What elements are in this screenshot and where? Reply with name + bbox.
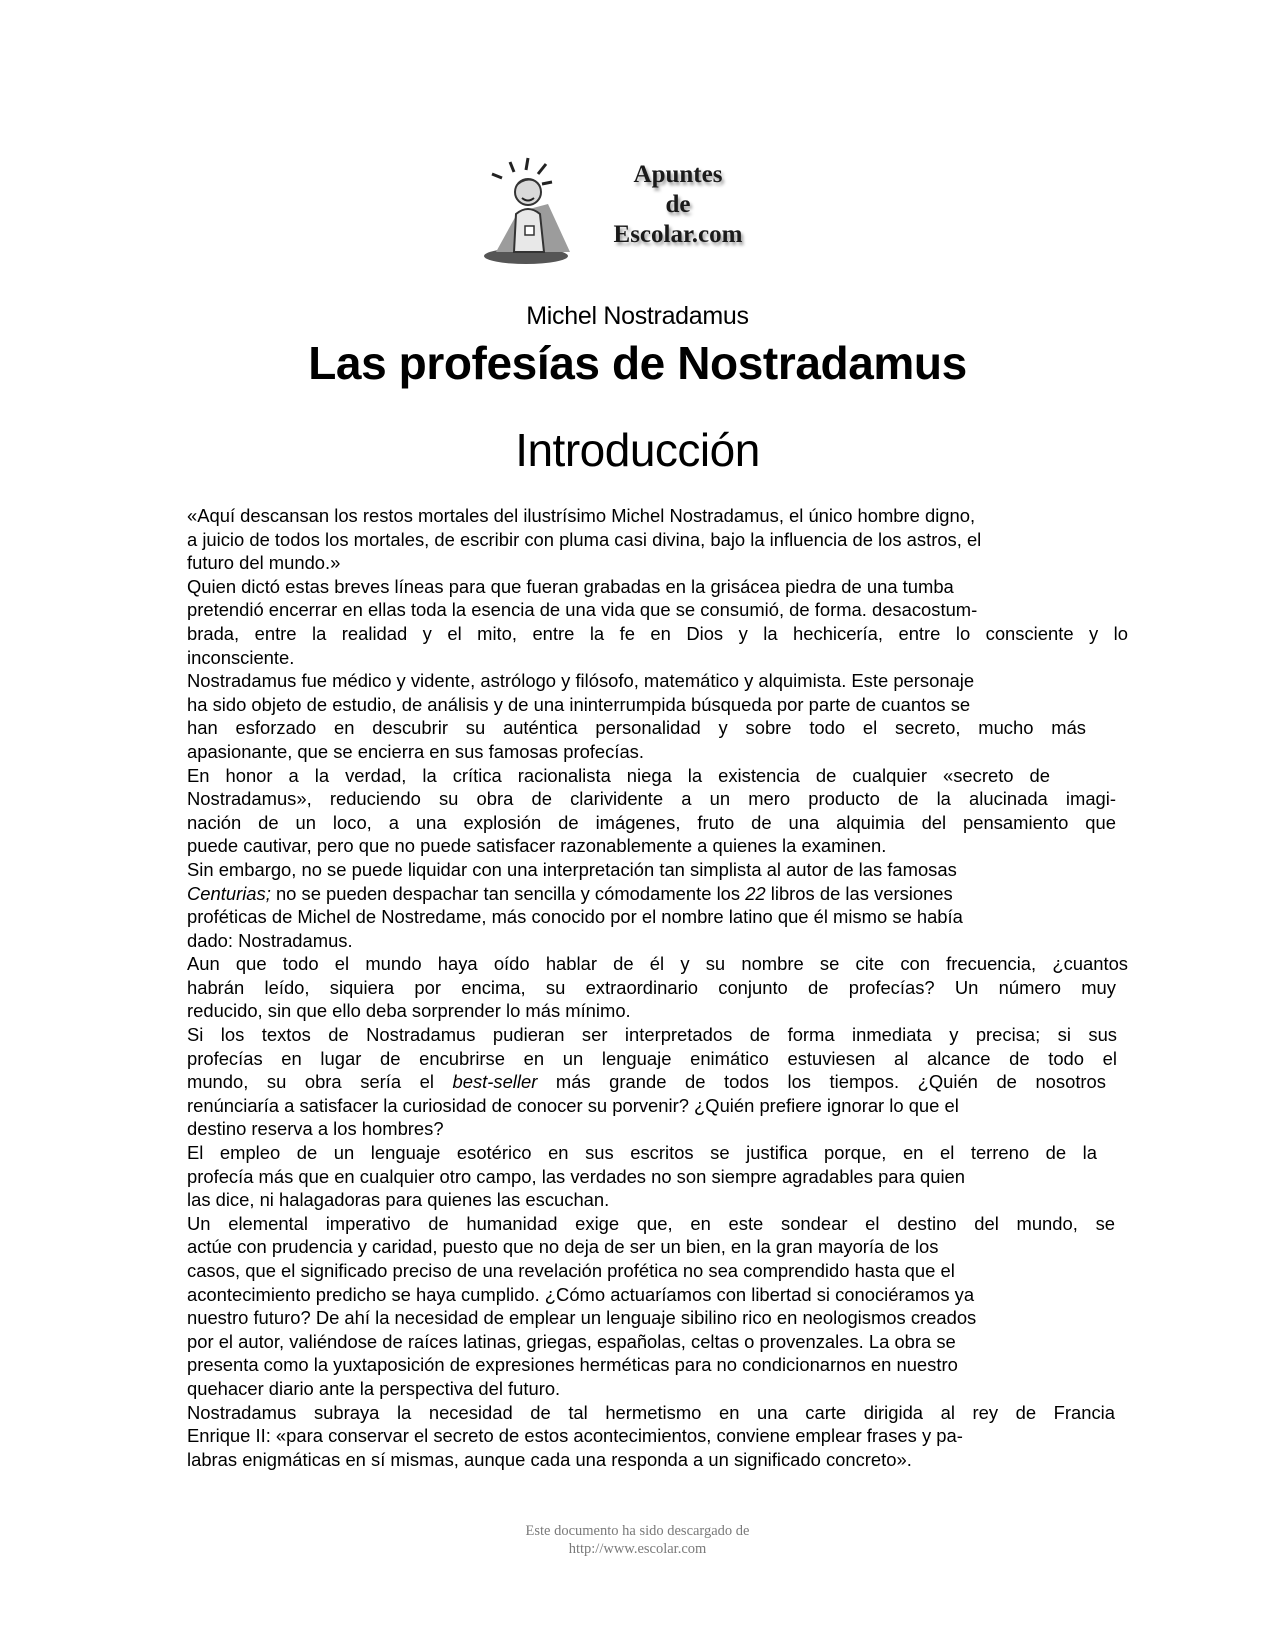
text-line: nación de un loco, a una explosión de imágenes, fruto de una alquimia del pensamiento que <box>187 811 1116 833</box>
text-line: quehacer diario ante la perspectiva del futuro. <box>187 1377 561 1399</box>
download-footer <box>0 1522 1275 1558</box>
text-line: a juicio de todos los mortales, de escribir con pluma casi divina, bajo la influencia de los astros, el <box>187 528 982 550</box>
text-line: labras enigmáticas en sí mismas, aunque cada una responda a un significado concreto». <box>187 1448 912 1470</box>
site-logo <box>478 152 778 264</box>
cartoon-student-icon <box>478 152 588 264</box>
text-line: nuestro futuro? De ahí la necesidad de emplear un lenguaje sibilino rico en neologismos creados <box>187 1307 977 1329</box>
text-line: han esforzado en descubrir su auténtica personalidad y sobre todo el secreto, mucho más <box>187 717 1086 739</box>
text-line: Aun que todo el mundo haya oído hablar de él y su nombre se cite con frecuencia, ¿cuantos <box>187 953 1128 975</box>
text-line: las dice, ni halagadoras para quienes las escuchan. <box>187 1189 610 1211</box>
text-line: apasionante, que se encierra en sus famosas profecías. <box>187 740 644 762</box>
text-line: acontecimiento predicho se haya cumplido. ¿Cómo actuaríamos con libertad si conociéramos ya <box>187 1283 975 1305</box>
footer-line-1: Este documento ha sido descargado de <box>525 1523 750 1539</box>
text-line: mundo, su obra sería el best-seller más grande de todos los tiempos. ¿Quién de nosotros <box>187 1071 1106 1093</box>
text-line: destino reserva a los hombres? <box>187 1118 444 1140</box>
text-line: casos, que el significado preciso de una revelación profética no sea comprendido hasta que el <box>187 1260 955 1281</box>
section-heading: Introducción <box>515 424 760 476</box>
body-text <box>187 504 1187 1471</box>
logo-line-2: de <box>665 191 691 218</box>
logo-text <box>593 160 763 250</box>
text-line: Nostradamus fue médico y vidente, astrólogo y filósofo, matemático y alquimista. Este personaje <box>187 670 975 692</box>
text-line: por el autor, valiéndose de raíces latinas, griegas, españolas, celtas o provenzales. La obra se <box>187 1330 956 1352</box>
logo-line-3: Escolar.com <box>613 221 743 248</box>
text-line: Un elemental imperativo de humanidad exige que, en este sondear el destino del mundo, se <box>187 1212 1115 1234</box>
text-line: brada, entre la realidad y el mito, entre la fe en Dios y la hechicería, entre lo consciente y lo <box>187 622 1128 644</box>
text-line: puede cautivar, pero que no puede satisfacer razonablemente a quienes la examinen. <box>187 835 887 857</box>
logo-line-1: Apuntes <box>633 161 723 188</box>
text-line: pretendió encerrar en ellas toda la esencia de una vida que se consumió, de forma. desacostum- <box>187 599 978 621</box>
text-line: Sin embargo, no se puede liquidar con una interpretación tan simplista al autor de las famosas <box>187 858 957 880</box>
text-line: Si los textos de Nostradamus pudieran ser interpretados de forma inmediata y precisa; si sus <box>187 1024 1117 1046</box>
text-line: El empleo de un lenguaje esotérico en sus escritos se justifica porque, en el terreno de la <box>187 1142 1097 1164</box>
text-line: «Aquí descansan los restos mortales del ilustrísimo Michel Nostradamus, el único hombre digno, <box>187 505 976 526</box>
text-line: reducido, sin que ello deba sorprender lo más mínimo. <box>187 1000 631 1022</box>
text-line: actúe con prudencia y caridad, puesto que no deja de ser un bien, en la gran mayoría de los <box>187 1236 939 1258</box>
text-line: Centurias; no se pueden despachar tan sencilla y cómodamente los 22 libros de las versiones <box>187 882 953 904</box>
text-line: futuro del mundo.» <box>187 552 341 574</box>
author-name: Michel Nostradamus <box>526 302 749 330</box>
text-line: proféticas de Michel de Nostredame, más conocido por el nombre latino que él mismo se había <box>187 906 963 928</box>
document-title: Las profesías de Nostradamus <box>308 337 967 389</box>
text-line: Nostradamus», reduciendo su obra de clarividente a un mero producto de la alucinada imagi- <box>187 788 1116 810</box>
text-line: inconsciente. <box>187 646 295 668</box>
text-line: renúnciaría a satisfacer la curiosidad de conocer su porvenir? ¿Quién prefiere ignorar lo que el <box>187 1094 959 1116</box>
text-line: habrán leído, siquiera por encima, su extraordinario conjunto de profecías? Un número muy <box>187 976 1116 998</box>
text-line: ha sido objeto de estudio, de análisis y de una ininterrumpida búsqueda por parte de cuantos se <box>187 693 971 715</box>
text-line: profecías en lugar de encubrirse en un lenguaje enimático estuviesen al alcance de todo el <box>187 1047 1117 1069</box>
text-line: En honor a la verdad, la crítica racionalista niega la existencia de cualquier «secreto de <box>187 764 1050 786</box>
text-line: dado: Nostradamus. <box>187 929 353 951</box>
footer-url: http://www.escolar.com <box>568 1541 707 1557</box>
text-line: Quien dictó estas breves líneas para que fueran grabadas en la grisácea piedra de una tumba <box>187 575 954 597</box>
text-line: Nostradamus subraya la necesidad de tal hermetismo en una carte dirigida al rey de Francia <box>187 1401 1115 1423</box>
text-line: profecía más que en cualquier otro campo, las verdades no son siempre agradables para quien <box>187 1165 965 1187</box>
text-line: presenta como la yuxtaposición de expresiones herméticas para no condicionarnos en nuestro <box>187 1354 958 1376</box>
text-line: Enrique II: «para conservar el secreto de estos acontecimientos, conviene emplear frases y pa- <box>187 1425 963 1447</box>
